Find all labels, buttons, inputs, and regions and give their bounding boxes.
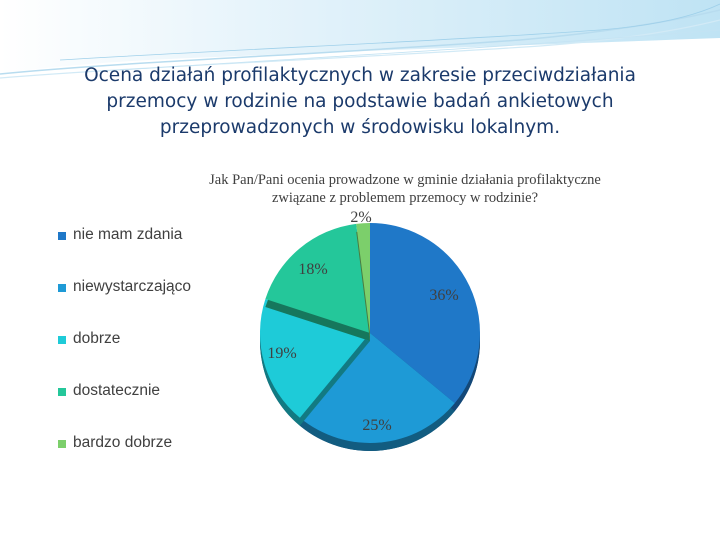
slide-title-line-1: Ocena działań profilaktycznych w zakresie przeciwdziałania xyxy=(84,65,636,86)
chart-title-line-2: związane z problemem przemocy w rodzinie? xyxy=(271,190,539,206)
legend-label: bardzo dobrze xyxy=(73,434,173,451)
legend-label: dobrze xyxy=(73,330,121,347)
legend-label: niewystarczająco xyxy=(73,278,192,295)
slide-title-line-2: przemocy w rodzinie na podstawie badań ankietowych xyxy=(106,91,614,112)
data-label: 2% xyxy=(350,209,372,226)
chart-title-line-1: Jak Pan/Pani ocenia prowadzone w gminie działania profilaktyczne xyxy=(209,172,601,188)
legend-label: nie mam zdania xyxy=(73,226,183,243)
data-label: 19% xyxy=(267,345,297,362)
slide-title-line-3: przeprowadzonych w środowisku lokalnym. xyxy=(159,117,561,138)
legend-label: dostatecznie xyxy=(73,382,161,399)
data-label: 18% xyxy=(298,261,328,278)
data-label: 36% xyxy=(429,287,459,304)
data-label: 25% xyxy=(362,417,392,434)
